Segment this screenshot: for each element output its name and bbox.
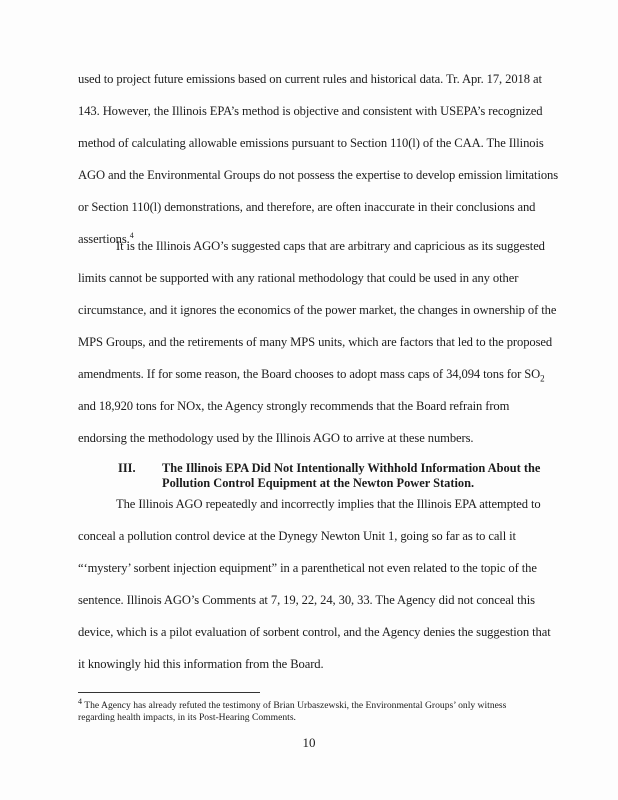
text-line: device, which is a pilot evaluation of sorbent control, and the Agency denies the suggestion that bbox=[78, 625, 551, 639]
footnote-line-1 bbox=[78, 696, 507, 712]
text-line: method of calculating allowable emissions pursuant to Section 110(l) of the CAA. The Illinois bbox=[78, 136, 544, 150]
footnote-marker: 4 bbox=[78, 696, 82, 706]
footnote-line-2: regarding health impacts, in its Post-Hearing Comments. bbox=[78, 712, 296, 723]
section-heading-line-2: Pollution Control Equipment at the Newton Power Station. bbox=[162, 476, 475, 490]
text-line: conceal a pollution control device at the Dynegy Newton Unit 1, going so far as to call it bbox=[78, 529, 516, 543]
section-number: III. bbox=[118, 461, 136, 475]
text-line: used to project future emissions based on current rules and historical data. Tr. Apr. 17, 2018 at bbox=[78, 72, 542, 86]
text-line: limits cannot be supported with any rational methodology that could be used in any other bbox=[78, 271, 519, 285]
text-line: “‘mystery’ sorbent injection equipment” in a parenthetical not even related to the topic of the bbox=[78, 561, 537, 575]
text-line: It is the Illinois AGO’s suggested caps that are arbitrary and capricious as its suggested bbox=[116, 239, 545, 253]
text-fragment: assertions. bbox=[78, 232, 130, 246]
section-heading-line-1: The Illinois EPA Did Not Intentionally Withhold Information About the bbox=[162, 461, 541, 475]
text-fragment: amendments. If for some reason, the Board chooses to adopt mass caps of 34,094 tons for SO bbox=[78, 367, 541, 381]
text-line: circumstance, and it ignores the economics of the power market, the changes in ownership of the bbox=[78, 303, 557, 317]
text-line: AGO and the Environmental Groups do not possess the expertise to develop emission limitations bbox=[78, 168, 559, 182]
footnote-reference: 4 bbox=[129, 230, 134, 240]
text-line: MPS Groups, and the retirements of many MPS units, which are factors that led to the proposed bbox=[78, 335, 553, 349]
footnote-divider bbox=[78, 692, 260, 693]
text-line: or Section 110(l) demonstrations, and therefore, are often inaccurate in their conclusions and bbox=[78, 200, 536, 214]
text-line: and 18,920 tons for NOx, the Agency strongly recommends that the Board refrain from bbox=[78, 399, 510, 413]
footnote-text: The Agency has already refuted the testimony of Brian Urbaszewski, the Environmental Groups’ only witness bbox=[84, 700, 507, 711]
text-line: sentence. Illinois AGO’s Comments at 7, 19, 22, 24, 30, 33. The Agency did not conceal this bbox=[78, 593, 535, 607]
subscript: 2 bbox=[540, 373, 545, 384]
text-line: it knowingly hid this information from the Board. bbox=[78, 657, 324, 671]
text-line: endorsing the methodology used by the Illinois AGO to arrive at these numbers. bbox=[78, 431, 474, 445]
page-number: 10 bbox=[302, 735, 316, 750]
text-line: The Illinois AGO repeatedly and incorrectly implies that the Illinois EPA attempted to bbox=[116, 497, 541, 511]
text-line: 143. However, the Illinois EPA’s method is objective and consistent with USEPA’s recognized bbox=[78, 104, 543, 118]
text-line bbox=[78, 366, 545, 382]
